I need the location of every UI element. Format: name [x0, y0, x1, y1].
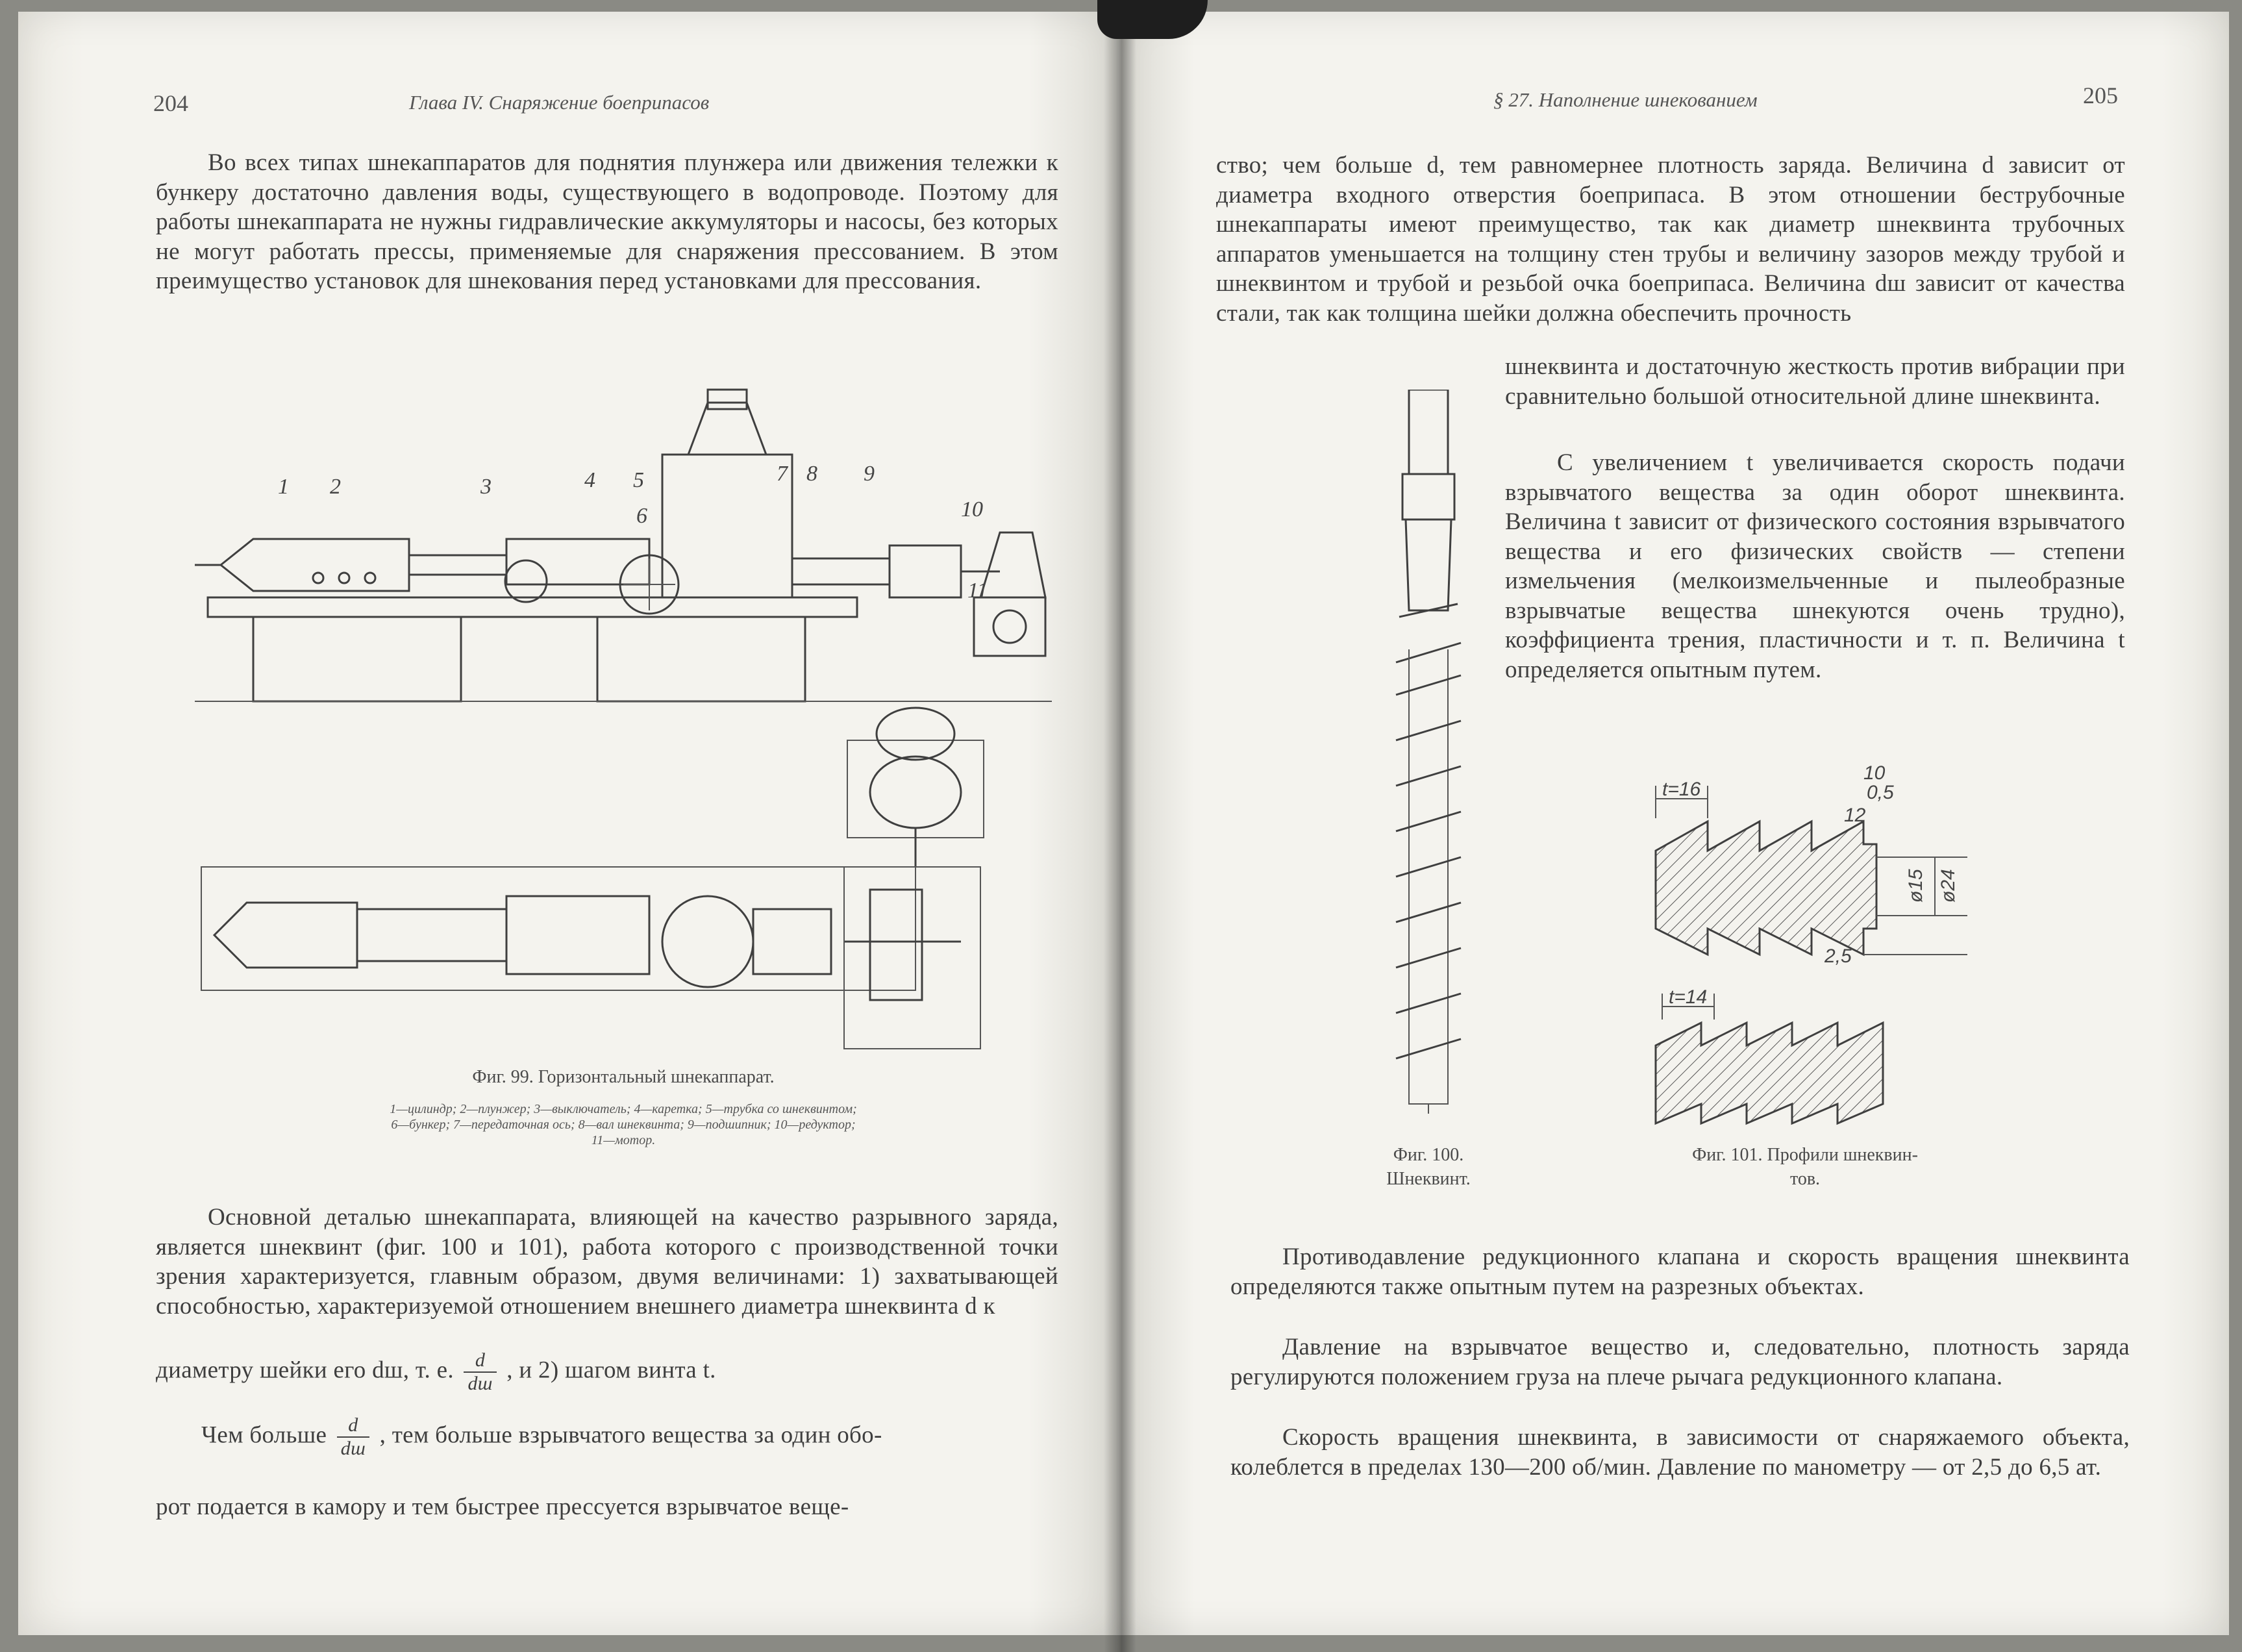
left-paragraph-2-formula-line — [156, 1349, 1058, 1395]
fig100-caption-line-1: Фиг. 100. — [1393, 1145, 1464, 1165]
fraction-denominator: dш — [467, 1373, 493, 1394]
fig100-caption-line-2: Шнеквинт. — [1386, 1169, 1471, 1189]
dim-12: 12 — [1844, 805, 1866, 826]
fig99-label-9: 9 — [864, 462, 875, 486]
figure-99-drawing — [195, 383, 1052, 1065]
fraction-numerator: d — [337, 1414, 369, 1438]
fig99-side-view — [195, 390, 1052, 701]
figure-100-screw-drawing — [1370, 390, 1487, 1117]
fig99-label-4: 4 — [584, 468, 595, 492]
fig101-caption-line-1: Фиг. 101. Профили шнеквин- — [1692, 1145, 1918, 1165]
left-paragraph-2: Основной деталью шнекаппарата, влияющей на качество разрывного заряда, является шнеквинт (фиг. 100 и 101), работа которого с производственной точки зрения характеризуется, главным образом, двумя величинами: 1) захватывающей способностью, характеризуемой отношением внешнего диаметра шнеквинта d к — [156, 1204, 1058, 1320]
fig99-label-3: 3 — [480, 475, 492, 499]
fraction-d-over-dsh-2 — [337, 1414, 369, 1460]
dim-t16: t=16 — [1662, 779, 1701, 800]
dim-t14: t=14 — [1669, 986, 1708, 1008]
fraction-numerator: d — [464, 1349, 496, 1373]
dim-05: 0,5 — [1867, 782, 1894, 803]
dim-25: 2,5 — [1825, 945, 1852, 967]
formula-line-text-b: , и 2) шагом винта t. — [506, 1357, 716, 1384]
fig99-legend-line-1: 1—цилиндр; 2—плунжер; 3—выключатель; 4—каретка; 5—трубка со шнеквинтом; — [390, 1102, 857, 1116]
fig99-label-7: 7 — [777, 462, 788, 486]
para3-text-b: , тем больше взрывчатого вещества за один обо- — [379, 1421, 882, 1449]
page-number-right: 205 — [2083, 82, 2118, 108]
right-paragraph-5: Скорость вращения шнеквинта, в зависимости от снаряжаемого объекта, колеблется в пределах 130—200 об/мин. Давление по манометру — от 2,5 до 6,5 ат. — [1230, 1424, 2130, 1481]
fig99-label-6: 6 — [636, 504, 647, 528]
fig99-caption: Фиг. 99. Горизонтальный шнекаппарат. — [472, 1067, 775, 1087]
left-paragraph-3-last-line: рот подается в камору и тем быстрее прессуется взрывчатое веще- — [156, 1494, 849, 1520]
right-paragraph-3: Противодавление редукционного клапана и скорость вращения шнеквинта определяются также опытным путем на разрезных объектах. — [1230, 1244, 2130, 1300]
profile-t16 — [1656, 762, 1967, 967]
right-paragraph-4: Давление на взрывчатое вещество и, следовательно, плотность заряда регулируются положением груза на плече рычага редукционного клапана. — [1230, 1334, 2130, 1390]
fraction-d-over-dsh — [464, 1349, 496, 1395]
fig99-legend-line-2: 6—бункер; 7—передаточная ось; 8—вал шнеквинта; 9—подшипник; 10—редуктор; — [391, 1118, 856, 1132]
fig99-label-10: 10 — [961, 497, 983, 521]
left-paragraph-3 — [156, 1414, 1058, 1460]
right-paragraph-1-continued: шнеквинта и достаточную жесткость против вибрации при сравнительно большой относительной длине шнеквинта. — [1505, 353, 2125, 410]
fig99-label-11: 11 — [967, 579, 988, 603]
right-paragraph-1: ство; чем больше d, тем равномернее плотность заряда. Величина d зависит от диаметра входного отверстия боеприпаса. В этом отношении беструбочные шнекаппараты имеют преимущество, так как диаметр шнеквинта трубочных аппаратов уменьшается на толщину стен трубы и величину зазоров между трубой и шнеквинтом и трубой и резьбой очка боеприпаса. Величина dш зависит от качества стали, так как толщина шейки должна обеспечить прочность — [1216, 152, 2125, 327]
formula-line-text-a: диаметру шейки его dш, т. е. — [156, 1357, 454, 1384]
dim-10: 10 — [1863, 762, 1886, 784]
running-head-left: Глава IV. Снаряжение боеприпасов — [409, 91, 710, 114]
para3-text-a: Чем больше — [201, 1421, 327, 1449]
screw-threads — [1396, 675, 1461, 1058]
right-paragraph-2: С увеличением t увеличивается скорость подачи взрывчатого вещества за один оборот шнеквинта. Величина t зависит от физического состояния взрывчатого вещества и его физических свойств — степени измельчения (мелкоизмельченные и пылеобразные взрывчатые вещества шнекуются очень трудно), коэффициента трения, пластичности и т. п. Величина t определяется опытным путем. — [1505, 449, 2125, 683]
fig99-legend-line-3: 11—мотор. — [591, 1133, 656, 1147]
running-head-right: § 27. Наполнение шнекованием — [1493, 88, 1758, 111]
page-number-left: 204 — [153, 90, 188, 116]
fig99-plan-view — [201, 708, 984, 1049]
fraction-denominator: dш — [340, 1438, 366, 1459]
figure-101-profiles-drawing — [1597, 760, 2000, 1136]
fig99-label-1: 1 — [278, 475, 289, 499]
dim-dia24: ø24 — [1937, 869, 1959, 903]
fig99-label-5: 5 — [633, 468, 644, 492]
fig99-label-2: 2 — [330, 475, 341, 499]
dim-dia15: ø15 — [1905, 869, 1926, 903]
left-paragraph-1: Во всех типах шнекаппаратов для поднятия плунжера или движения тележки к бункеру достаточно давления воды, существующего в водопроводе. Поэтому для работы шнекаппарата не нужны гидравлические аккумуляторы и насосы, без которых не могут работать прессы, применяемые для снаряжения прессованием. В этом преимущество установок для шнекования перед установками для прессования. — [156, 149, 1058, 294]
fig101-caption-line-2: тов. — [1789, 1169, 1821, 1189]
fig99-label-8: 8 — [806, 462, 817, 486]
profile-t14 — [1656, 986, 1883, 1123]
book-gutter — [1104, 0, 1136, 1652]
